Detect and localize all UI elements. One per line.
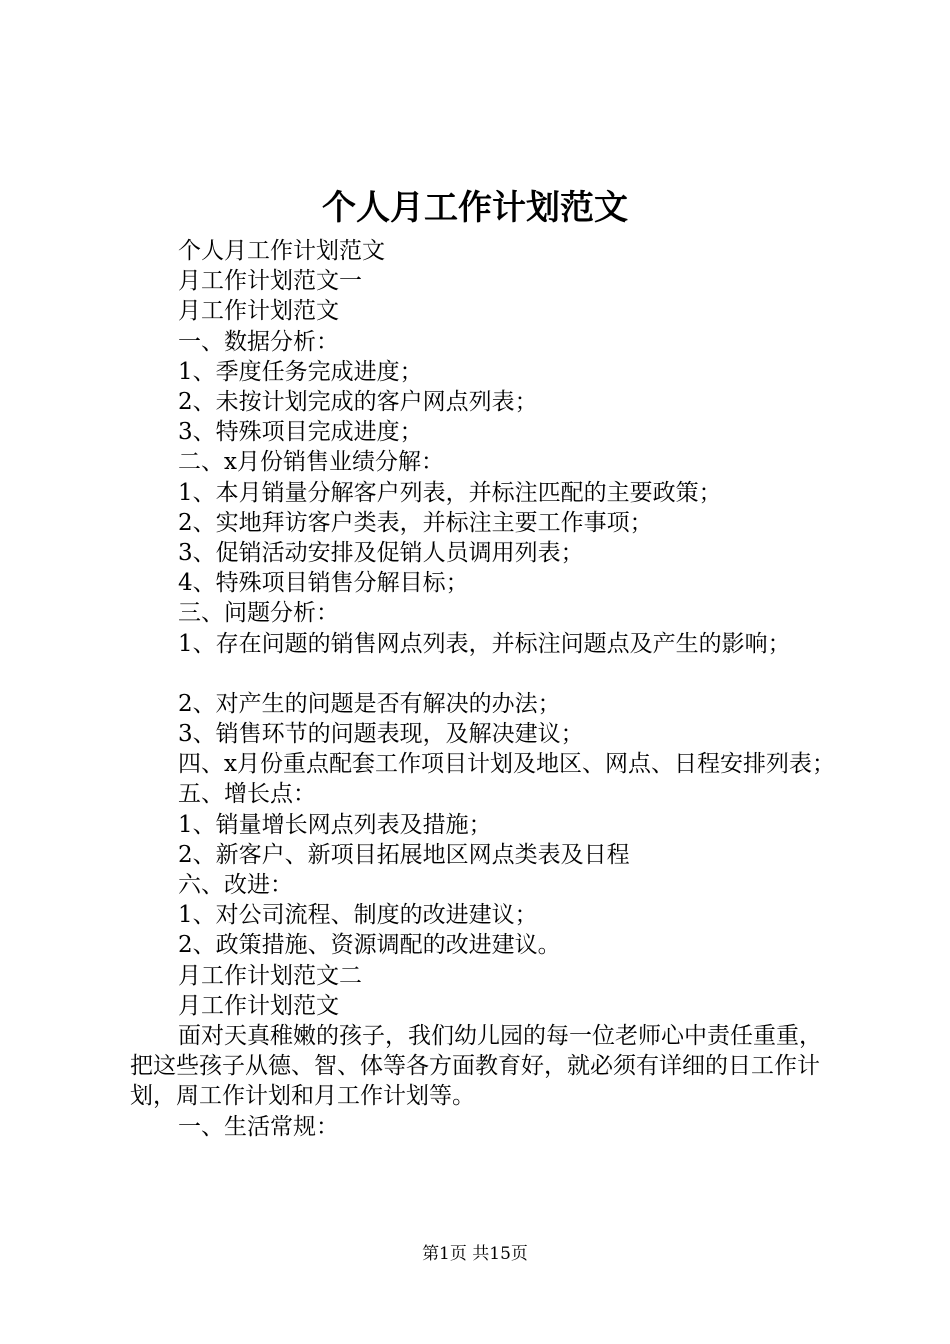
paragraph: 面对天真稚嫩的孩子，我们幼儿园的每一位老师心中责任重重，把这些孩子从德、智、体等各方面教育好，就必须有详细的日工作计划，周工作计划和月工作计划等。	[130, 1023, 822, 1110]
paragraph: 3、促销活动安排及促销人员调用列表；	[178, 540, 584, 567]
paragraph: 二、x月份销售业绩分解：	[178, 449, 444, 476]
paragraph: 3、特殊项目完成进度；	[178, 419, 423, 446]
paragraph: 2、对产生的问题是否有解决的办法；	[178, 690, 561, 717]
document-body	[130, 236, 840, 1142]
paragraph: 一、数据分析：	[178, 328, 339, 355]
paragraph: 五、增长点：	[178, 781, 316, 808]
paragraph: 2、未按计划完成的客户网点列表；	[178, 389, 538, 416]
page-footer	[0, 1242, 950, 1266]
paragraph: 4、特殊项目销售分解目标；	[178, 570, 469, 597]
paragraph: 三、问题分析：	[178, 600, 339, 627]
paragraph: 月工作计划范文一	[178, 268, 362, 295]
page-number-label: 第1页 共15页	[422, 1244, 528, 1264]
paragraph: 月工作计划范文	[178, 298, 339, 325]
paragraph: 3、销售环节的问题表现，及解决建议；	[178, 721, 584, 748]
paragraph: 1、本月销量分解客户列表，并标注匹配的主要政策；	[178, 479, 722, 506]
paragraph: 月工作计划范文二	[178, 962, 362, 989]
paragraph: 2、新客户、新项目拓展地区网点类表及日程	[178, 841, 630, 868]
paragraph: 2、政策措施、资源调配的改进建议。	[178, 932, 561, 959]
paragraph: 2、实地拜访客户类表，并标注主要工作事项；	[178, 509, 653, 536]
paragraph: 1、存在问题的销售网点列表，并标注问题点及产生的影响；	[178, 630, 791, 657]
paragraph: 个人月工作计划范文	[178, 238, 385, 264]
paragraph: 一、生活常规：	[178, 1113, 339, 1140]
paragraph: 1、销量增长网点列表及措施；	[178, 811, 492, 838]
paragraph: 六、改进：	[178, 872, 293, 899]
paragraph: 四、x月份重点配套工作项目计划及地区、网点、日程安排列表；	[178, 751, 835, 778]
document-title: 个人月工作计划范文	[322, 188, 628, 228]
paragraph: 月工作计划范文	[178, 992, 339, 1019]
paragraph: 1、季度任务完成进度；	[178, 358, 423, 385]
paragraph: 1、对公司流程、制度的改进建议；	[178, 902, 538, 929]
